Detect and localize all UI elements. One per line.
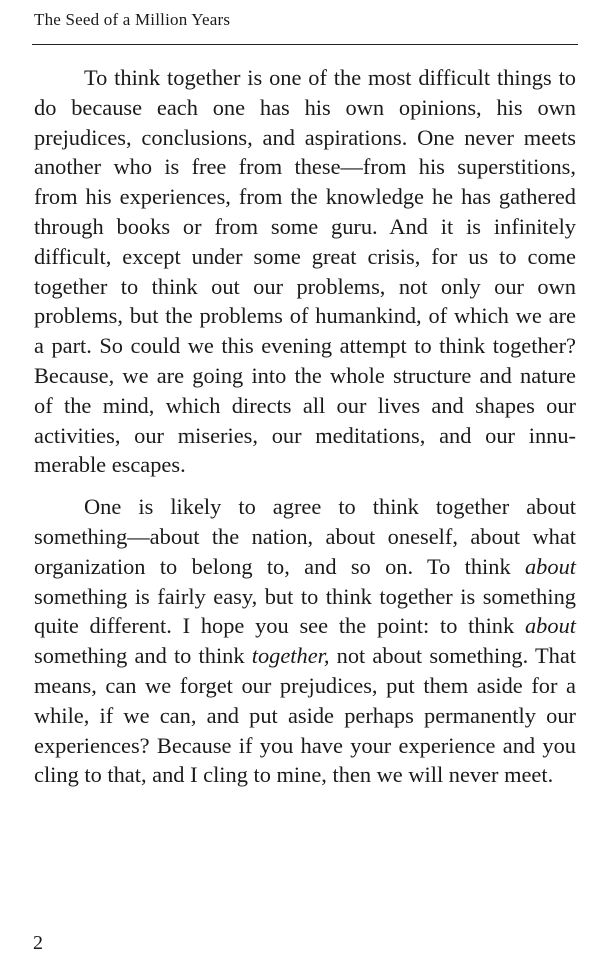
- body-text: [34, 63, 576, 790]
- page-number: 2: [33, 932, 43, 954]
- emphasis-about: about: [524, 553, 576, 579]
- running-head-title: The Seed of a Million Years: [34, 10, 231, 29]
- emphasis-about: about: [524, 613, 576, 639]
- emphasis-together: together,: [251, 643, 330, 669]
- paragraph-2-text: something and to think: [34, 643, 252, 669]
- paragraph-2: [34, 492, 576, 790]
- paragraph-2-text: not about something. That means, can we forget our prejudices, put them aside for a while, if we can, and put aside perhaps permanently our experiences? Because if you have your experience and you cling to that, and I cling to mine, then we will never meet.: [34, 643, 576, 788]
- paragraph-2-text: One is likely to agree to think together about something—about the nation, about oneself, about what organization to belong to, and so on. To think: [34, 494, 576, 579]
- header-rule: [32, 44, 578, 45]
- paragraph-1: [34, 63, 576, 480]
- paragraph-2-text: something is fairly easy, but to think together is something quite different. I hope you see the point: to think: [34, 583, 576, 639]
- paragraph-1-text: To think together is one of the most difficult things to do because each one has his own opinions, his own prejudices, conclusions, and aspirations. One never meets another who is free from these—from his superstitions, from his experiences, from the knowledge he has gathered through books or from some guru. And it is infinitely difficult, except under some great crisis, for us to come together to think out our problems, not only our own problems, but the problems of humankind, of which we are a part. So could we this evening attempt to think together? Because, we are going into the whole structure and nature of the mind, which directs all our lives and shapes our activities, our miseries, our meditations, and our innumerable escapes.: [34, 65, 576, 478]
